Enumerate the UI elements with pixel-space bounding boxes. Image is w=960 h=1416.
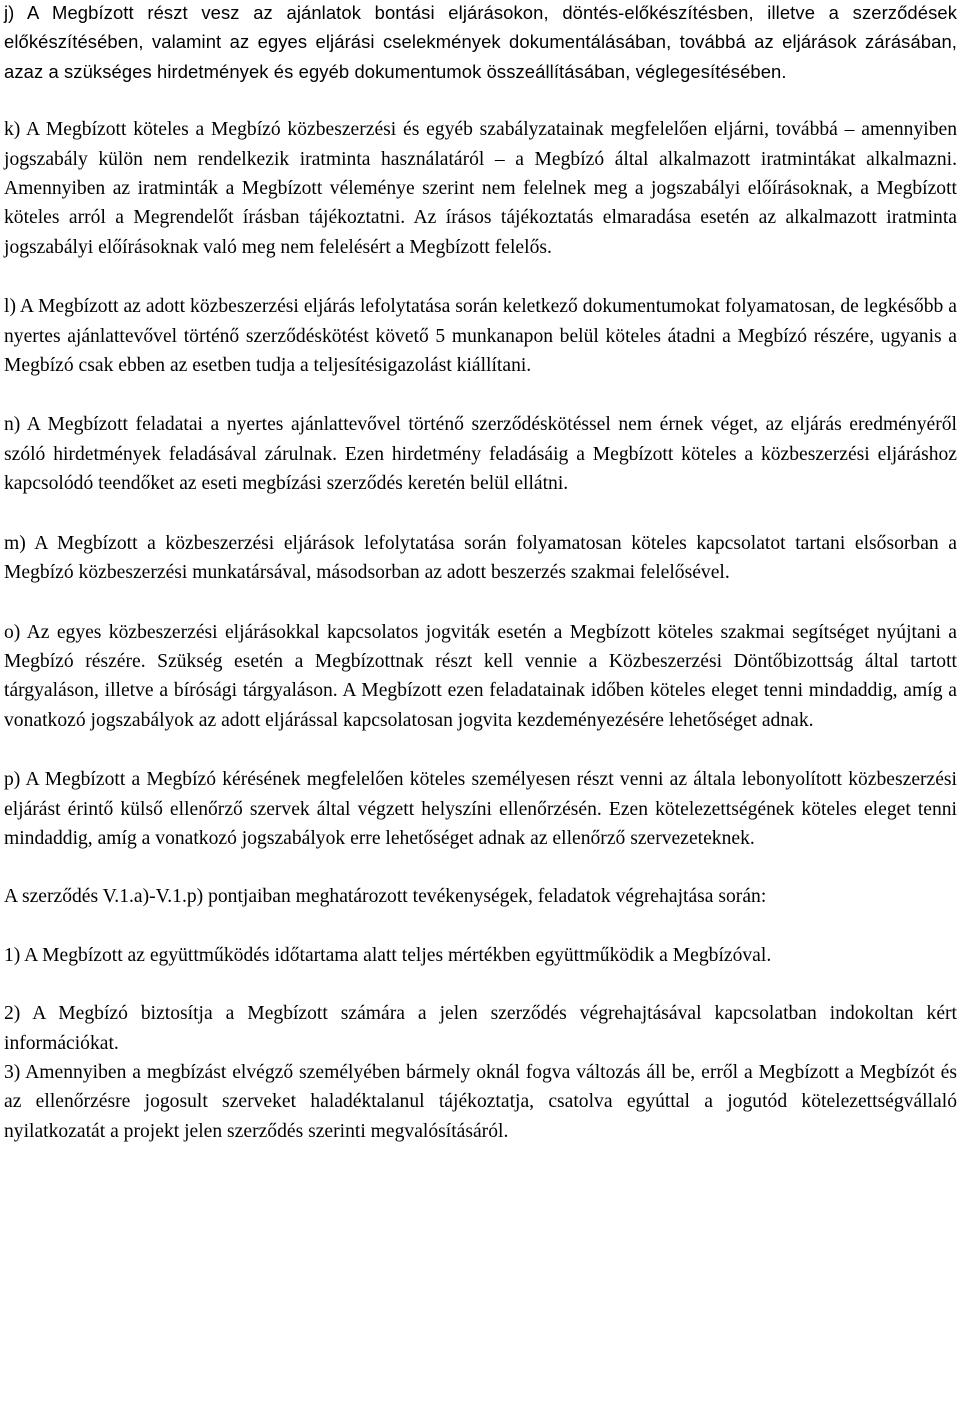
paragraph-p: p) A Megbízott a Megbízó kérésének megfelelően köteles személyesen részt venni az általa lebonyolított közbeszerzési eljárást érintő külső ellenőrző szervek által végzett helyszíni ellenőrzésén. Ezen kötelezettségének köteles eleget tenni mindaddig, amíg a vonatkozó jogszabályok erre lehetőséget adnak az ellenőrző szervezeteknek. bbox=[4, 769, 957, 849]
paragraph-j: j) A Megbízott részt vesz az ajánlatok bontási eljárásokon, döntés-előkészítésben, illetve a szerződések előkészítésében, valamint az egyes eljárási cselekmények dokumentálásában, továbbá az eljárások zárásában, azaz a szükséges hirdetmények és egyéb dokumentumok összeállításában, véglegesítésében. bbox=[4, 2, 957, 82]
paragraph-item-1: 1) A Megbízott az együttműködés időtartama alatt teljes mértékben együttműködik a Megbízóval. bbox=[4, 944, 772, 966]
paragraph-execution-intro: A szerződés V.1.a)-V.1.p) pontjaiban meghatározott tevékenységek, feladatok végrehajtása során: bbox=[4, 886, 767, 908]
paragraph-o: o) Az egyes közbeszerzési eljárásokkal kapcsolatos jogviták esetén a Megbízott köteles szakmai segítséget nyújtani a Megbízó részére. Szükség esetén a Megbízottnak részt kell vennie a Közbeszerzési Döntőbizottság által tartott tárgyaláson, illetve a bírósági tárgyaláson. A Megbízott ezen feladatainak időben köteles eleget tenni mindaddig, amíg a vonatkozó jogszabályok az adott eljárással kapcsolatosan jogvita kezdeményezésére lehetőséget adnak. bbox=[4, 621, 957, 731]
paragraph-k: k) A Megbízott köteles a Megbízó közbeszerzési és egyéb szabályzatainak megfelelően eljárni, továbbá – amennyiben jogszabály külön nem rendelkezik iratminta használatáról – a Megbízó által alkalmazott iratmintákat alkalmazni. Amennyiben az iratminták a Megbízott véleménye szerint nem felelnek meg a jogszabályi előírásoknak, a Megbízott köteles arról a Megrendelőt írásban tájékoztatni. Az írásos tájékoztatás elmaradása esetén az alkalmazott iratminta jogszabályi előírásoknak való meg nem felelésért a Megbízott felelős. bbox=[4, 119, 957, 258]
paragraph-item-3: 3) Amennyiben a megbízást elvégző személyében bármely oknál fogva változás áll be, erről a Megbízott a Megbízót és az ellenőrzésre jogosult szerveket haladéktalanul tájékoztatja, csatolva egyúttal a jogutód kötelezettségvállaló nyilatkozatát a projekt jelen szerződés szerinti megvalósításáról. bbox=[4, 1061, 957, 1142]
paragraph-n: n) A Megbízott feladatai a nyertes ajánlattevővel történő szerződéskötéssel nem érnek véget, az eljárás eredményéről szóló hirdetmények feladásával zárulnak. Ezen hirdetmény feladásáig a Megbízott köteles a közbeszerzési eljáráshoz kapcsolódó teendőket az eseti megbízási szerződés keretén belül ellátni. bbox=[4, 414, 957, 495]
paragraph-item-2: 2) A Megbízó biztosítja a Megbízott számára a jelen szerződés végrehajtásával kapcsolatban indokoltan kért információkat. bbox=[4, 1003, 957, 1054]
paragraph-m: m) A Megbízott a közbeszerzési eljárások lefolytatása során folyamatosan köteles kapcsolatot tartani elsősorban a Megbízó közbeszerzési munkatársával, másodsorban az adott beszerzés szakmai felelősével. bbox=[4, 532, 957, 584]
paragraph-l: l) A Megbízott az adott közbeszerzési eljárás lefolytatása során keletkező dokumentumokat folyamatosan, de legkésőbb a nyertes ajánlattevővel történő szerződéskötést követő 5 munkanapon belül köteles átadni a Megbízó részére, ugyanis a Megbízó csak ebben az esetben tudja a teljesítésigazolást kiállítani. bbox=[4, 296, 957, 377]
